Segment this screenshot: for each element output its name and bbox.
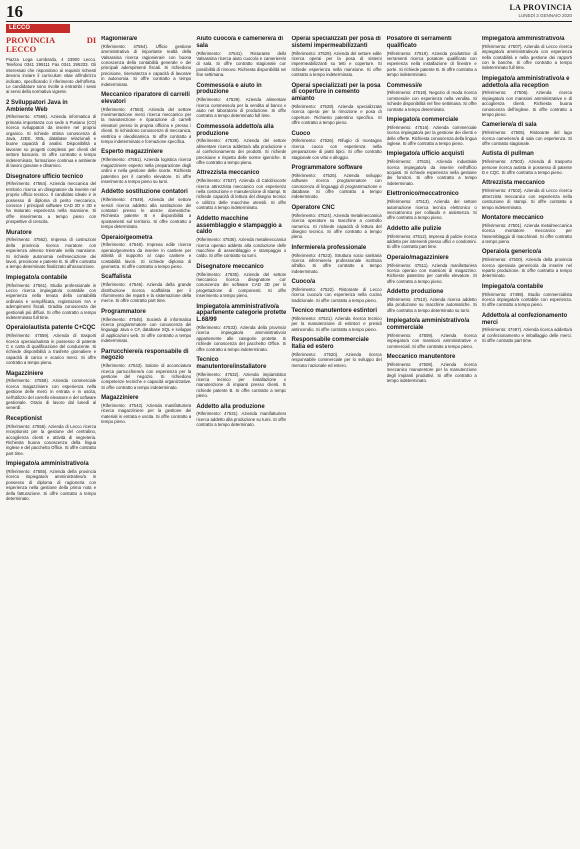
job-ad: [387, 354, 477, 383]
job-ad-title: Addetto sostituzione contatori: [101, 189, 188, 196]
job-ad-text: (Riferimento: 47505). Ristorante del lago ricerca cameriere/a di sala con esperienza. Si offre contratto stagionale.: [481, 130, 572, 147]
job-ad: [387, 151, 477, 186]
job-ad: [291, 83, 381, 126]
job-ad: [482, 180, 572, 209]
job-ad: [482, 313, 572, 344]
job-ad-title: Esperto magazziniere: [101, 149, 163, 156]
job-ad-title: Magazziniere: [6, 370, 44, 377]
job-ad-text: (Riferimento: 47539). Azienda alimentare ricerca commesso/a per la vendita al banco e aiuto nel laboratorio di produzione. Si offre contratto a tempo determinato full time.: [196, 97, 287, 119]
job-ad-text: (Riferimento: 47500). Azienda della provincia ricerca operaio/a generico/a da inserire nel reparto produzione. Si offre contratto a tempo determinato.: [481, 257, 572, 279]
job-ad-text: (Riferimento: 47536). Azienda metalmeccanica ricerca operaio addetto alla conduzione delle macchine di assemblaggio e stampaggio a caldo. Si offre contratto su turni.: [196, 237, 287, 259]
job-ad-text: (Riferimento: 47542). Azienda manifatturiera ricerca magazziniere per la gestione dei materiali in entrata e uscita. Si offre contratto a tempo pieno.: [101, 403, 192, 425]
job-ad-title: Attrezzista meccanico: [196, 170, 260, 177]
job-ad-title: Infermiere/a professionale: [291, 244, 367, 251]
job-ad-title: Impiegato/a commerciale: [386, 117, 459, 124]
job-listings-columns: [6, 36, 572, 844]
job-ad: [387, 117, 477, 146]
job-ad-text: (Riferimento: 47548). Impresa edile ricerca operaio/geometra da inserire in cantiere per attività di supporto al capo cantiere e contabilità lavori. Si richiede diploma di geometra. Si offre contratto a tempo pieno.: [101, 242, 192, 269]
job-ad: [196, 264, 286, 299]
job-ad-text: (Riferimento: 47520). Azienda ricerca responsabile commerciale per lo sviluppo del mercato nazionale ed estero.: [291, 351, 382, 368]
job-ad-text: (Riferimento: 47524). Azienda metalmeccanica ricerca operatore su macchine a controllo numerico. Si richiede capacità di lettura del disegno tecnico. Si offre contratto a tempo pieno.: [291, 212, 382, 240]
job-ad: [101, 309, 191, 344]
job-ad-title: Parrucchiere/a responsabile di negozio: [101, 348, 189, 362]
job-ad: [6, 461, 96, 501]
issue-date: LUNEDÌ 3 GENNAIO 2020: [518, 13, 572, 18]
job-ad-text: (Riferimento: 47522). Ristorante di Lecco ricerca cuoco/a con esperienza nella cucina tradizionale. Si offre contratto a tempo pieno.: [291, 286, 382, 303]
job-ad-title: Disegnatore ufficio tecnico: [6, 173, 84, 180]
job-ad-title: Addetto macchine assemblaggio e stampaggio a caldo: [196, 215, 282, 236]
job-ad: [482, 36, 572, 71]
job-ad: [387, 226, 477, 250]
job-ad-text: (Riferimento: 47533). Azienda della provincia ricerca impiegato/a amministrativo/a appartenente alle categorie protette. Si richiede conoscenza del pacchetto Office. Si offre contratto a tempo indeterminato.: [196, 324, 287, 352]
newspaper-name: LA PROVINCIA: [509, 3, 572, 12]
job-ad-text: (Riferimento: 47543). Salone di acconciatura ricerca parrucchiere/a con esperienza per la gestione del negozio. Si richiedono competenze tecniche e capacità organizzative. Si offre contratto a tempo indeterminato.: [101, 363, 192, 390]
section-label: LECCO: [6, 24, 70, 33]
job-ad-text: (Riferimento: 47511). Azienda manifatturiera ricerca operaio con mansioni di magazzino. Richiesto patentino per carrello elevatore. Si offre contratto a tempo pieno.: [386, 262, 477, 284]
job-ad-title: Scaffalista: [101, 274, 132, 281]
job-ad: [291, 337, 381, 368]
header-rule: [6, 21, 572, 22]
job-ad-title: Meccanico manutentore: [386, 353, 456, 360]
job-ad-text: (Riferimento: 47538). Azienda del settore alimentare ricerca addetto/a alla produzione e al confezionamento dei prodotti. Si richiede precisione e rispetto delle norme igieniche. Si offre contratto a tempo pieno.: [196, 138, 287, 166]
job-ad: [482, 76, 572, 118]
column-2: [101, 36, 191, 844]
job-ad-title: Addetto alle pulizie: [386, 225, 442, 232]
job-ad-text: (Riferimento: 47516). Azienda commerciale ricerca impiegato/a per la gestione dei clienti e delle offerte. Richiesta conoscenza della lingua inglese. Si offre contratto a tempo pieno.: [386, 124, 477, 147]
job-ad-text: (Riferimento: 47549). Azienda del settore servizi ricerca addetto alla sostituzione dei contatori presso le utenze domestiche. Richiesta patente B e disponibilità a spostamenti sul territorio. Si offre contratto a tempo determinato.: [101, 197, 192, 230]
job-ad-title: 2 Sviluppatori Java in Ambiente Web: [6, 99, 68, 113]
column-4: [291, 36, 381, 844]
job-ad-title: Impiegato/a amministrativo/a appartenente categorie protette L.68/99: [196, 303, 287, 324]
job-ad-text: (Riferimento: 47526). Rifugio di montagna ricerca cuoco con esperienza nella preparazione di piatti tipici. Si offre contratto stagionale con vitto e alloggio.: [291, 138, 382, 160]
job-ad-title: Impiegato/a contabile: [481, 283, 544, 290]
job-ad-text: (Riferimento: 47512). Impresa di pulizie ricerca addetto per interventi presso uffici e condomini. Si offre contratto part time.: [386, 233, 477, 250]
job-ad-title: Operai specializzati per posa di sistemi impermeabilizzanti: [291, 36, 381, 49]
job-ad: [6, 371, 96, 411]
job-ad-title: Impiegato/a amministrativo/a e addetto/a alla reception: [481, 75, 570, 89]
job-ad: [196, 357, 286, 399]
job-ad-text: (Riferimento: 47555). Azienda della provincia ricerca impiegato/a amministrativo/a in possesso di diploma di ragioneria con esperienza nella gestione della prima nota e della fatturazione. Si offre contratto a tempo determinato.: [6, 468, 97, 501]
job-ad-title: Autista di pullman: [481, 151, 534, 158]
job-ad: [387, 36, 477, 78]
job-ad-text: (Riferimento: 47529). Azienda del settore edile ricerca operai per la posa di sistemi impermeabilizzanti su tetti e coperture. Si richiede esperienza nella mansione. Si offre contratto a tempo indeterminato.: [291, 50, 382, 78]
job-ad-text: (Riferimento: 47521). Azienda ricerca tecnico per la manutenzione di estintori e presidi antincendio. Si offre contratto a tempo pieno.: [291, 315, 382, 332]
job-ad-text: (Riferimento: 47510). Azienda ricerca addetto alla produzione su macchine automatiche. Si offre contratto a tempo determinato su turni.: [386, 296, 477, 313]
job-ad-title: Disegnatore meccanico: [196, 263, 264, 270]
job-ad-title: Receptionist: [6, 415, 43, 422]
job-ad-text: (Riferimento: 47523). Struttura socio sanitaria ricerca infermiere/a professionale iscritto/a all'albo. Si offre contratto a tempo indeterminato.: [291, 252, 382, 274]
job-ad-title: Impiegato/a contabile: [6, 274, 68, 281]
job-ad: [291, 165, 381, 200]
column-1: [6, 36, 96, 844]
job-ad-title: Cameriere/a di sala: [481, 122, 537, 129]
job-ad: [6, 325, 96, 365]
job-ad-title: Impiegato/a amministrativo/a commerciale: [386, 318, 470, 331]
job-ad-title: Programmatore software: [291, 165, 363, 172]
job-ad-title: Meccanico riparatore di carrelli elevatori: [101, 92, 190, 105]
job-ad-title: Impiegato/a amministrativo/a: [481, 36, 565, 42]
job-ad-title: Tecnico manutentore/installatore: [196, 356, 267, 370]
job-ad: [387, 318, 477, 349]
job-ad-text: (Riferimento: 47553). Azienda del settore movimentazione merci ricerca meccanico per la manutenzione e riparazione di carrelli elevatori presso la propria officina e presso i clienti. Si richiedono conoscenze di meccanica, elettrica e oleodinamica. Si offre contratto a tempo indeterminato e formazione specifica.: [101, 106, 192, 145]
job-ad: [196, 36, 286, 78]
job-ad: [291, 245, 381, 274]
job-ad: [482, 284, 572, 308]
job-ad-text: (Riferimento: 47507). Azienda di Lecco ricerca impiegato/a amministrativo/a con esperienza nella contabilità e nella gestione dei rapporti con le banche. Si offre contratto a tempo indeterminato full time.: [481, 43, 572, 71]
job-ad-title: Addetto alla produzione: [196, 403, 265, 410]
job-ad: [196, 124, 286, 166]
job-ad-text: (Riferimento: 47532). Azienda impiantistica ricerca tecnico per installazione e manutenzione di impianti presso clienti. Si richiede patente B. Si offre contratto a tempo pieno.: [196, 371, 287, 399]
job-ad: [291, 279, 381, 303]
job-ad: [482, 122, 572, 146]
job-ad-text: (Riferimento: 47503). Azienda di trasporto persone ricerca autista in possesso di patente D e CQC. Si offre contratto a tempo pieno.: [481, 159, 572, 176]
masthead: [510, 3, 573, 18]
job-ad: [6, 230, 96, 270]
job-ad: [291, 131, 381, 160]
job-ad-text: (Riferimento: 47525). Azienda sviluppo software ricerca programmatore con conoscenza di linguaggi di programmazione e database. Si offre contratto a tempo indeterminato.: [291, 172, 382, 200]
job-ad: [482, 151, 572, 175]
job-ad-title: Addetto produzione: [386, 289, 444, 296]
job-ad: [387, 83, 477, 112]
job-ad: [101, 189, 191, 229]
job-ad: [101, 92, 191, 144]
job-ad-text: (Riferimento: 47497). Azienda ricerca addetto/a al confezionamento e imballaggio delle merci. Si offre contratto part time.: [481, 327, 572, 344]
job-ad-text: (Riferimento: 47559). Azienda di trasporti ricerca operaio/autista in possesso di patente C e carta di qualificazione del conducente. Si richiede disponibilità a trasferte giornaliere e capacità di carico e scarico merci. Si offre contratto a tempo pieno.: [6, 333, 97, 366]
job-ad-title: Ragioniera/e: [101, 36, 138, 42]
job-ad-text: (Riferimento: 47541). Ristorante della Valsassina ricerca aiuto cuoco/a e cameriere/a di sala. Si offre contratto stagionale con possibilità di rinnovo. Richiesta disponibilità nel fine settimana.: [196, 50, 287, 78]
job-ad-title: Addetto/a al confezionamento merci: [481, 312, 568, 326]
job-ad: [196, 216, 286, 259]
job-ad-title: Impiegato/a amministrativo/a: [6, 461, 89, 468]
column-5: [387, 36, 477, 844]
job-ad-text: (Riferimento: 47566). Azienda informatica di primaria importanza con sede a Pusiano (CO) ricerca sviluppatori da inserire nel proprio organico. Si richiede ottima conoscenza di Java, J2EE, XML, database relazionali e buone capacità di analisi. Disponibilità a lavorare su progetti complessi per clienti del settore bancario. Si offre contratto a tempo indeterminato, formazione continua e ambiente di lavoro giovane e dinamico.: [6, 114, 97, 169]
job-ad-text: (Riferimento: 47502). Azienda di Lecco ricerca attrezzista meccanico con esperienza nella costruzione di stampi. Si offre contratto a tempo indeterminato.: [481, 188, 572, 210]
job-ad: [101, 349, 191, 391]
job-ad-title: Responsabile commerciale Italia ed estero: [291, 337, 369, 350]
job-ad: [196, 83, 286, 119]
job-ad-title: Operatore CNC: [291, 204, 335, 211]
job-ad: [482, 215, 572, 244]
job-ad-text: (Riferimento: 47508). Azienda ricerca meccanico manutentore per la manutenzione degli impianti produttivi. Si offre contratto a tempo indeterminato.: [386, 361, 477, 383]
job-ad: [101, 395, 191, 424]
job-ad: [482, 249, 572, 278]
job-ad-title: Montatore meccanico: [481, 214, 544, 221]
job-ad-title: Operai specializzati per la posa di coperture in cemento amianto: [291, 82, 381, 103]
job-ad-text: (Riferimento: 47515). Azienda industriale ricerca impiegato/a da inserire nell'ufficio acquisti. Si richiede esperienza nella gestione dei fornitori. Si offre contratto a tempo indeterminato.: [386, 159, 477, 186]
job-ad-text: (Riferimento: 47558). Azienda commerciale ricerca magazziniere con esperienza nella gestione delle merci in entrata e in uscita, nell'utilizzo del carrello elevatore e del software gestionale. Orario di lavoro dal lunedì al venerdì.: [6, 378, 97, 411]
job-ad-text: (Riferimento: 47554). Ufficio gestione amministrativa di importante realtà della Valsassina ricerca ragioniera/e con buona conoscenza della contabilità generale e dei principali adempimenti fiscali. Si richiedono precisione, riservatezza e capacità di lavorare in autonomia. Si offre contratto a tempo indeterminato.: [101, 43, 192, 87]
job-ad: [6, 275, 96, 321]
job-ad-text: (Riferimento: 47506). Azienda ricerca impiegato/a con mansioni amministrative e di accoglienza clienti. Richiesta buona conoscenza dell'inglese. Si offre contratto a tempo pieno.: [481, 90, 572, 118]
job-ad: [6, 416, 96, 456]
job-ad-title: Muratore: [6, 229, 32, 236]
job-ad-title: Tecnico manutentore estintori: [291, 308, 378, 315]
job-ad: [101, 274, 191, 303]
job-ad-title: Commessi/e: [386, 82, 423, 89]
job-ad-title: Operaio/magazziniere: [386, 254, 449, 261]
job-ad-title: Magazziniere: [101, 395, 139, 402]
job-ad-text: (Riferimento: 47528). Azienda specializzata ricerca operai per la rimozione e posa di coperture. Richiesto patentino specifico. Si offre contratto a tempo pieno.: [291, 104, 382, 126]
column-6: [482, 36, 572, 844]
job-ad-text: (Riferimento: 47564). Azienda meccanica del territorio ricerca un disegnatore da inserire nel proprio ufficio tecnico. Il candidato ideale è in possesso di diploma di perito meccanico, conosce i principali software CAD 2D e 3D e ha maturato esperienza nella mansione. Si offre inserimento a tempo pieno con prospettive di crescita.: [6, 181, 97, 225]
intro-title: PROVINCIA DI LECCO: [6, 36, 97, 54]
job-ad-title: Aiuto cuoco/a e cameriere/a di sala: [196, 36, 284, 49]
job-ad-text: (Riferimento: 47519). Azienda produttrice di serramenti ricerca posatore qualificato con esperienza nella installazione di finestre e porte. Si richiede patente B. Si offre contratto a tempo indeterminato.: [386, 50, 477, 78]
job-ad-text: (Riferimento: 47545). Società di informatica ricerca programmatore con conoscenza dei linguaggi Java e C#, database SQL e sviluppo di applicazioni web. Si offre contratto a tempo indeterminato.: [101, 316, 192, 344]
intro-text: Piazza Lega Lombarda, 4 23900 Lecco. Telefono 0341 295111 Fax 0341 295333. Gli interessati che rispondono ai requisiti richiesti devono inviare il curriculum vitae all'indirizzo indicato, specificando il riferimento dell'offerta. Le candidature sono rivolte a entrambi i sessi ai sensi della normativa vigente.: [6, 57, 97, 95]
job-ad-text: (Riferimento: 47562). Impresa di costruzioni della provincia ricerca muratore con esperienza almeno triennale nella mansione. Si richiede autonomia nell'esecuzione dei lavori, precisione e patente B. Si offre contratto a tempo determinato finalizzato all'assunzione.: [6, 237, 97, 270]
job-ad-text: (Riferimento: 47535). Azienda del settore meccanico ricerca disegnatore con conoscenza dei software CAD 3D per la progettazione di componenti. Si offre inserimento a tempo pieno.: [196, 271, 287, 299]
job-ad-title: Commesso/a e aiuto in produzione: [196, 82, 262, 96]
job-ad: [387, 255, 477, 284]
job-ad: [291, 308, 381, 332]
job-ad: [196, 304, 286, 352]
job-ad-text: (Riferimento: 47513). Azienda del settore automazione ricerca tecnico elettronico o meccatronico per collaudo e assistenza. Si offre contratto a tempo pieno.: [386, 199, 477, 221]
column-3: [196, 36, 286, 844]
job-ad-title: Elettronico/meccatronico: [386, 191, 459, 198]
job-ad-text: (Riferimento: 47498). Studio commercialista ricerca impiegato/a contabile con esperienza. Si offre contratto a tempo pieno.: [481, 291, 572, 308]
job-ad: [387, 191, 477, 220]
job-ad-title: Operaio/autista patente C+CQC: [6, 325, 96, 332]
job-ad: [291, 205, 381, 240]
job-ad: [101, 235, 191, 270]
job-ad-text: (Riferimento: 47561). Studio professionale in Lecco ricerca impiegato/a contabile con esperienza nella tenuta della contabilità ordinaria e semplificata, registrazioni IVA e adempimenti fiscali. Gradita conoscenza dei gestionali più diffusi. Si offre contratto a tempo indeterminato full time.: [6, 282, 97, 321]
job-ad-text: (Riferimento: 47537). Azienda di Calolziocorte ricerca attrezzista meccanico con esperienza nella costruzione e manutenzione di stampi. Si richiede capacità di lettura del disegno tecnico e utilizzo delle macchine utensili. Si offre contratto a tempo indeterminato.: [196, 178, 287, 211]
job-ad-title: Programmatore: [101, 308, 146, 315]
job-ad-title: Impiegato/a ufficio acquisti: [386, 151, 464, 158]
job-ad-title: Attrezzista meccanico: [481, 180, 545, 187]
job-ad: [6, 174, 96, 225]
job-ad: [196, 404, 286, 428]
job-ad-title: Cuoco/a: [291, 279, 316, 286]
job-ad-text: (Riferimento: 47546). Azienda della grande distribuzione ricerca scaffalista per il rifornimento dei reparti e la sistemazione della merce. Si offre contratto part time.: [101, 282, 192, 304]
job-ad-title: Operaio/geometra: [101, 234, 153, 241]
job-ad-title: Operaio/a generico/a: [481, 249, 542, 256]
job-ad: [387, 289, 477, 313]
job-ad: [291, 36, 381, 78]
job-ad-text: (Riferimento: 47509). Azienda ricerca impiegato/a con mansioni amministrative e commerciali. Si offre contratto a tempo pieno.: [386, 332, 477, 349]
job-ad-text: (Riferimento: 47501). Azienda metalmeccanica ricerca montatore meccanico per l'assemblaggio di macchinari. Si offre contratto a tempo pieno.: [481, 222, 572, 244]
job-ad: [6, 100, 96, 169]
job-ad-title: Commesso/a addetto/a alla produzione: [196, 123, 274, 137]
job-ad-text: (Riferimento: 47531). Azienda manifatturiera ricerca addetto alla produzione su turni. Si offre contratto a tempo determinato.: [196, 411, 287, 428]
job-ad-title: Posatore di serramenti qualificato: [386, 36, 452, 49]
job-ad-text: (Riferimento: 47551). Azienda logistica ricerca magazziniere esperto nella preparazione degli ordini e nella gestione delle scorte. Richiesto patentino per il carrello elevatore. Si offre inserimento a tempo pieno su turni.: [101, 157, 192, 184]
job-ad: [101, 36, 191, 87]
page-number: 16: [6, 2, 23, 21]
job-ad: [101, 149, 191, 184]
job-ad-text: (Riferimento: 47556). Azienda di Lecco ricerca receptionist per la gestione del centralino, accoglienza clienti e attività di segreteria. Richiesta buona conoscenza della lingua inglese e del pacchetto Office. Si offre contratto part time.: [6, 423, 97, 456]
job-ad-text: (Riferimento: 47518). Negozio di moda ricerca commessi/e con esperienza nella vendita. Si richiede disponibilità nel fine settimana. Si offre contratto a tempo determinato.: [386, 90, 477, 112]
job-ad: [196, 170, 286, 210]
job-ad-title: Cuoco: [291, 130, 311, 137]
